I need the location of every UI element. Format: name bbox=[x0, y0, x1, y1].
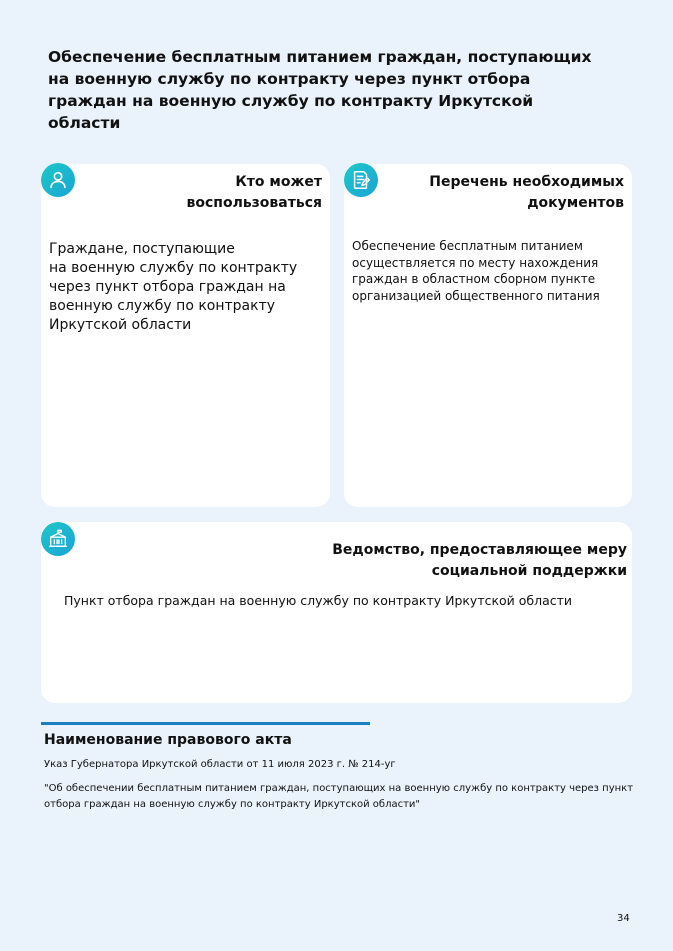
document-icon bbox=[344, 163, 378, 197]
card-who-text-line: на военную службу по контракту bbox=[49, 260, 298, 276]
card-docs-text-line: организацией общественного питания bbox=[352, 288, 600, 303]
section-divider bbox=[41, 722, 370, 725]
card-who-text bbox=[49, 240, 297, 335]
card-docs-heading bbox=[429, 172, 624, 214]
card-docs-text-line: граждан в областном сборном пункте bbox=[352, 272, 596, 286]
card-who-text-line: Иркутской области bbox=[49, 317, 192, 333]
card-who-heading-line1: Кто может bbox=[235, 174, 322, 190]
card-docs-text-line: осуществляется по месту нахождения bbox=[352, 255, 599, 270]
card-who-heading bbox=[187, 172, 323, 214]
card-who-text-line: военную службу по контракту bbox=[49, 298, 276, 314]
card-docs-heading-line1: Перечень необходимых bbox=[429, 174, 624, 190]
legal-act-title-line1: "Об обеспечении бесплатным питанием граждан, поступающих на военную службу по контракту через пункт bbox=[44, 783, 634, 794]
card-docs-text bbox=[352, 238, 600, 304]
card-agency-heading-line1: Ведомство, предоставляющее меру bbox=[332, 542, 627, 558]
building-icon bbox=[41, 522, 75, 556]
legal-act-reference: Указ Губернатора Иркутской области от 11 июля 2023 г. № 214-уг bbox=[44, 759, 396, 770]
card-agency bbox=[41, 522, 632, 703]
card-docs-text-line: Обеспечение бесплатным питанием bbox=[352, 239, 583, 253]
card-agency-text: Пункт отбора граждан на военную службу по контракту Иркутской области bbox=[64, 593, 573, 608]
card-documents bbox=[344, 164, 632, 507]
legal-act-title-line2: отбора граждан на военную службу по контракту Иркутской области" bbox=[44, 799, 421, 810]
card-who-heading-line2: воспользоваться bbox=[186, 195, 322, 211]
card-agency-heading-line2: социальной поддержки bbox=[431, 563, 627, 579]
card-who-can-use bbox=[41, 164, 330, 507]
card-agency-heading bbox=[332, 540, 627, 582]
card-who-text-line: через пункт отбора граждан на bbox=[49, 279, 286, 295]
person-icon bbox=[41, 163, 75, 197]
legal-act-heading: Наименование правового акта bbox=[44, 732, 292, 748]
legal-act-title bbox=[44, 781, 634, 813]
page-number: 34 bbox=[617, 913, 630, 924]
card-docs-heading-line2: документов bbox=[527, 195, 624, 211]
page-title: Обеспечение бесплатным питанием граждан, поступающих на военную службу по контракту через пункт отбора граждан на военную службу по контракту Иркутской области bbox=[48, 48, 592, 132]
card-who-text-line: Граждане, поступающие bbox=[49, 241, 235, 257]
